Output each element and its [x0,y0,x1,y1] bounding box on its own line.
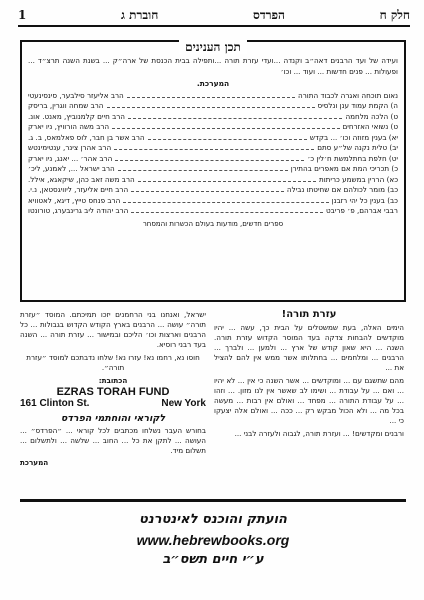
fund-name: EZRAS TORAH FUND [56,386,170,398]
toc-entry-leader [131,185,284,192]
toc-entry [28,143,398,154]
header-page-number: 1 [18,8,27,22]
toc-entry [28,154,398,165]
toc-entry [28,101,398,112]
toc-entry-leader [148,133,307,140]
toc-entry-topic: ה) הקמת עמוד ענן ונלסיס [317,101,398,110]
toc-subtitle: המערכת. [196,79,230,88]
toc-entry-author: הרב שמחה ווגרין, בריסק [28,101,104,110]
right-paragraph-2: מהם שתשגם עם ... ומוקדשים ... אשר השנה כי אין ... לא יהיו ... ואם ... על עבודת ... ושימו לב שאשר אין לנו מזון. ... וזהו ... על עבודת התורה ... מפחד ... ואולם אין רבות ... מעשה בכל מה ... ולא הכול מבקש רק ... ככה ... ואולם אלה יצעקו כי ... [214,376,404,425]
fund-street: 161 Clinton St. [20,398,90,409]
toc-entry-topic: ט) הלכה מלחמה [345,111,398,121]
toc-entry [28,91,398,102]
toc-title-wrap [22,40,404,55]
right-closing: ורבנים ומקדשים! ... ועזרת תורה, לגבוה ולעזרה לבני ... [234,429,404,438]
left-paragraph-3: בחורש העבר נשלחו מכתבים לכל קוראי ... ״הפרדס״ ... העושה ... לתקן את כל ... החוב ... שלשה ... ולתשלום ... תשלום מיד. [20,426,206,455]
toc-entry-topic: כ) תכריכי המת אם מאפרים בהתירן [290,164,398,173]
toc-entry-leader [114,143,314,150]
left-paragraph-2: חוסו נא, רחמו נא! עזרו נא! שלחו נדבתכם למוסד ״עזרת תורה״. [26,353,200,372]
footer-line-1: הועתק והוכנס לאינטרנט [139,512,287,527]
toc-entry-leader [115,154,304,161]
toc-entry-author: הרב אליעזר סילבער, סינסינעטי [28,90,124,100]
toc-entry [28,164,398,175]
header-issue: חוברת ג [121,7,159,22]
running-header [18,6,410,24]
ezras-torah-heading: עזרת תורה! [281,309,337,320]
toc-footer: ספרים חדשים, מודעות בעולם הכשרות והמסחר [142,219,284,228]
toc-entry-author: הרב חיים אליעזר, ליוויגסטאן, נ.י. [28,185,129,194]
fund-address [20,399,206,409]
toc-entry-leader [107,101,315,108]
toc-entry-author: הרב אשר בן חבר, לוס פאלמאס, ב. ג. [28,132,145,142]
toc-entry-author: הרב יהודה ליב גרינבערג, טורונטו [28,206,129,215]
editorial-signature: המערכת [20,458,49,467]
toc-entry-topic: כא) הררין במשמע כריתות [318,174,398,184]
readers-heading: לקוראי והוחתמי הפרדס [60,413,166,424]
toc-entry-author: הרב ישראל ..., לאמנע, ליכ׳ [28,164,115,173]
fund-city: New York [161,398,206,409]
toc-entry [28,206,398,217]
footer-line-3: ע״י חיים תשס״ב [162,552,264,567]
toc-entry-author: הרב משה זאב כהן, שיקאגא, אילל. [28,174,135,184]
toc-entry-leader [131,206,323,213]
left-paragraph-1: ישראל, ואנחנו בני הרחמנים יזכו תמיכתם. המוסד ״עזרת תורה״ עושה ... הרבנים בארץ הקודש הקדוש בגבולות ... כל הרבנים וארצות וכו׳ הליכם ובמישור ... עזרת תורה ... השנה בעד רבני רוסיא. [20,310,206,349]
toc-entry [28,112,398,123]
toc-entry-author: הרב פנחס טייץ, דיגא, לאטוויא [28,195,121,205]
scan-footer [20,510,406,570]
table-of-contents [20,40,406,302]
toc-entry [28,196,398,207]
toc-entry-leader [118,164,288,171]
toc-entry-topic: יב) טלית נקנה של״ע סתם [317,143,398,152]
toc-entry-leader [127,91,295,98]
header-title: הפרדס [253,7,285,22]
toc-entry-leader [138,175,316,182]
toc-entry [28,175,398,186]
toc-entry-leader [128,112,342,119]
header-part: חלק ח [379,7,410,22]
toc-entry-topic: ט) נשואי האזרחים [342,122,398,131]
toc-entry-topic: כב) בענין כל יהי רזבנן [331,195,398,205]
footer-rule [20,499,406,502]
toc-entry [28,133,398,144]
header-rule [18,25,410,27]
address-label: הכתובת: [98,376,128,385]
toc-entry-author: הרב חיים קלמנוביץ, מאנט. אונ. [28,111,125,121]
toc-entry-topic: יט) חלפת בחתלמשת ח׳לין כ׳ [307,153,398,163]
toc-entry-author: הרב אהר׳ ... יאנג, ניו יארק [28,153,113,163]
toc-entry [28,122,398,133]
toc-entry-leader [112,122,339,129]
toc-body [28,56,398,294]
toc-entry-leader [123,196,328,203]
right-paragraph-1: הימים האלה, בעת שמשטלים על הבית כך, עשה ... יהיו מוקדשים להבחות צדקה בעד המוסר הקדוש עזרת תורה. השנה ... היא שאון קודש של ארץ ... ולמען ... ולברך ... הרבנים ... ומלחמים ... בחתלותו אשר ממש אין להם להציל את ... [214,323,404,372]
footer-website: www.hebrewbooks.org [136,532,290,548]
toc-entry-author: הרב משה הורוויץ, ניו יארק [28,122,110,131]
toc-entry-topic: רבבי אברהם, פ׳ פריבט [325,206,398,215]
left-column [20,310,206,468]
toc-entry-topic: יא) בענין מזוזה וכו׳ ... בקדש [309,132,398,142]
right-column [214,310,404,439]
toc-entry-author: הרב אהרן צינר, ענטימינטש [28,143,112,152]
toc-title: תכן הענינים [179,40,247,54]
toc-entry-topic: כב) מומר לכולהם אם שחיטתו נבילה [286,185,398,194]
toc-list [28,91,398,217]
toc-intro: ועידה של ועד הרבנים דאה״ב וקנדה ...ועדי עזרת תורה ...ותפילה בבית הכנסת של ארה״ק ... בשנת השנה תרצ״ד ... ופעולות ... פנים חדשות ... ועוד ... וכו׳ [28,56,398,76]
toc-entry [28,185,398,196]
toc-entry-topic: נאום תוכחה ואגרה לכבוד התורה [298,90,398,100]
